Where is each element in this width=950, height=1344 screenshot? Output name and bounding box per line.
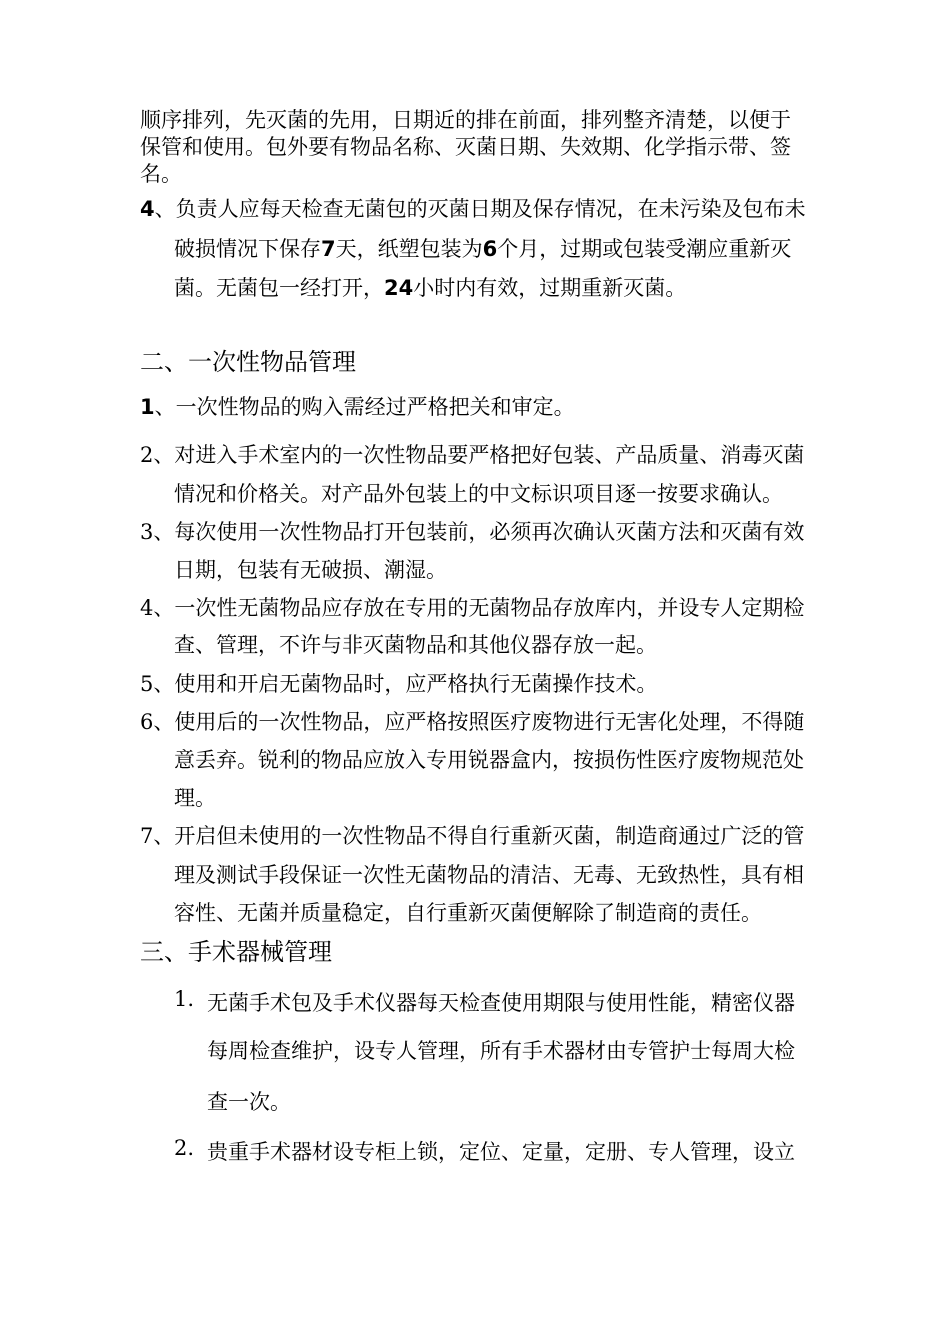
item4-line1-text: 、负责人应每天检查无菌包的灭菌日期及保存情况，在未污染及包布未: [154, 197, 806, 221]
item4-number: 4: [140, 197, 155, 221]
intro-line-2: 保管和使用。包外要有物品名称、灭菌日期、失效期、化学指示带、签: [140, 135, 791, 159]
section3-heading: 三、手术器械管理: [140, 938, 332, 966]
section3-item1-line-1: 无菌手术包及手术仪器每天检查使用期限与使用性能，精密仪器: [207, 991, 795, 1015]
section2-item6-line-3: 理。: [174, 786, 216, 810]
section3-item2-number: 2.: [174, 1136, 195, 1160]
section2-item7-line-2: 理及测试手段保证一次性无菌物品的清洁、无毒、无致热性，具有相: [174, 863, 804, 887]
section2-item3-line-1: 3、每次使用一次性物品打开包装前，必须再次确认灭菌方法和灭菌有效: [140, 520, 805, 544]
item4-line-1: [140, 193, 846, 223]
section3-item1-number: 1.: [174, 987, 195, 1011]
section3-item1-line-2: 每周检查维护，设专人管理，所有手术器材由专管护士每周大检: [207, 1039, 795, 1063]
section2-item-1: [140, 391, 846, 421]
item4-line2-b: 天，纸塑包装为: [335, 237, 483, 261]
item4-days: 7: [321, 237, 336, 261]
section2-item1-text: 、一次性物品的购入需经过严格把关和审定。: [154, 395, 575, 419]
item4-hours: 24: [384, 276, 414, 300]
intro-line-3: 名。: [140, 162, 182, 186]
section2-heading: 二、一次性物品管理: [140, 348, 356, 376]
item4-line-2: [174, 233, 880, 263]
section2-item4-line-2: 查、管理，不许与非灭菌物品和其他仪器存放一起。: [174, 633, 657, 657]
item4-line3-a: 菌。无菌包一经打开，: [174, 276, 384, 300]
section2-item2-line-2: 情况和价格关。对产品外包装上的中文标识项目逐一按要求确认。: [174, 482, 783, 506]
section2-item1-number: 1: [140, 395, 155, 419]
section3-item1-line-3: 查一次。: [207, 1090, 291, 1114]
section2-item6-line-2: 意丢弃。锐利的物品应放入专用锐器盒内，按损伤性医疗废物规范处: [174, 748, 804, 772]
section2-item4-line-1: 4、一次性无菌物品应存放在专用的无菌物品存放库内，并设专人定期检: [140, 596, 805, 620]
item4-line3-b: 小时内有效，过期重新灭菌。: [413, 276, 687, 300]
section2-item7-line-3: 容性、无菌并质量稳定，自行重新灭菌便解除了制造商的责任。: [174, 901, 762, 925]
section2-item5-line-1: 5、使用和开启无菌物品时，应严格执行无菌操作技术。: [140, 672, 658, 696]
item4-months: 6: [482, 237, 498, 261]
intro-line-1: 顺序排列，先灭菌的先用，日期近的排在前面，排列整齐清楚，以便于: [140, 108, 791, 132]
item4-line-3: [174, 272, 880, 302]
section2-item3-line-2: 日期，包装有无破损、潮湿。: [174, 558, 447, 582]
section2-item7-line-1: 7、开启但未使用的一次性物品不得自行重新灭菌，制造商通过广泛的管: [140, 824, 805, 848]
section2-item6-line-1: 6、使用后的一次性物品，应严格按照医疗废物进行无害化处理，不得随: [140, 710, 805, 734]
item4-line2-a: 破损情况下保存: [174, 237, 321, 261]
item4-line2-c: 个月，过期或包装受潮应重新灭: [497, 237, 792, 261]
section3-item2-line-1: 贵重手术器材设专柜上锁，定位、定量，定册、专人管理，设立: [207, 1140, 795, 1164]
section2-item2-line-1: 2、对进入手术室内的一次性物品要严格把好包装、产品质量、消毒灭菌: [140, 443, 805, 467]
